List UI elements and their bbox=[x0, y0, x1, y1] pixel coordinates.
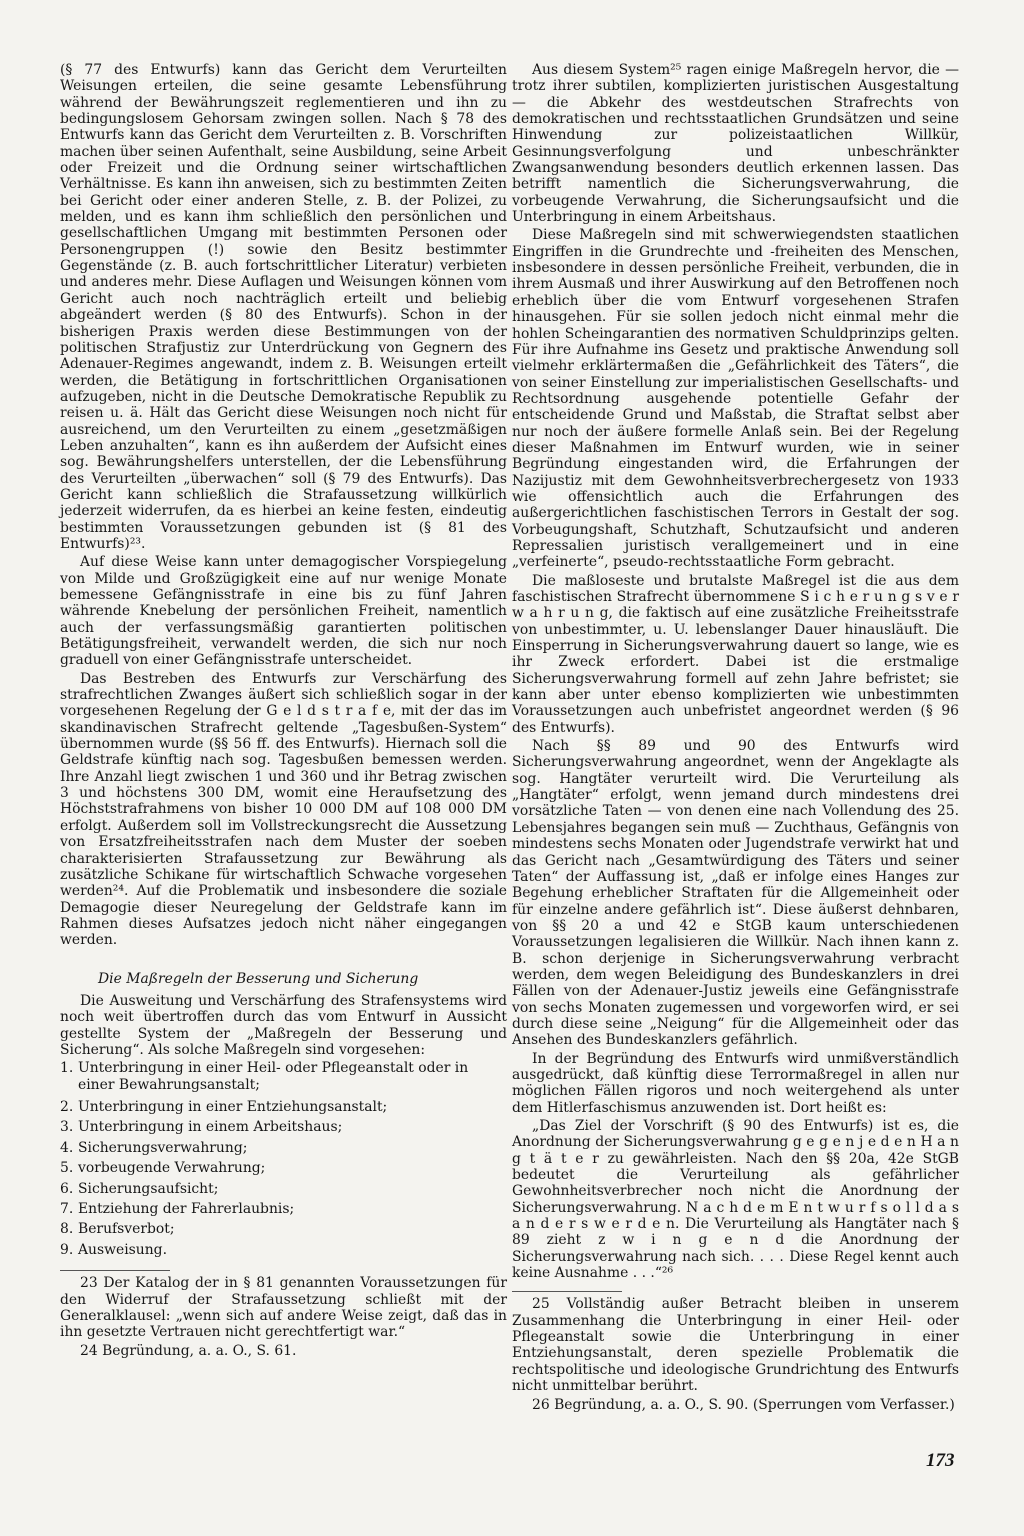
block-quote: „Das Ziel der Vorschrift (§ 90 des Entwurfs) ist es, die Anordnung der Sicherungsverwahrung g e g e n j e d e n H a n g t ä t e r zu gewährleisten. Nach den §§ 20a, 42e StGB bedeutet die Verurteilung als gefährlicher Gewohnheitsverbrecher noch nicht die Anordnung der Sicherungsverwahrung. N a c h d e m E n t w u r f s o l l d a s a n d e r s w e r d e n. Die Verurteilung als Hangtäter nach § 89 zieht z w i n g e n d die Anordnung der Sicherungsverwahrung nach sich. . . . Diese Regel kennt auch keine Ausnahme . . .“²⁶ bbox=[512, 1118, 959, 1282]
page-number: 173 bbox=[926, 1450, 955, 1471]
paragraph: Die maßloseste und brutalste Maßregel ist die aus dem faschistischen Strafrecht übernommene S i c h e r u n g s v e r w a h r u n g, die faktisch auf eine zusätzliche Freiheitsstrafe von unbestimmter, u. U. lebenslanger Dauer hinausläuft. Die Einsperrung in Sicherungsverwahrung dauert so lange, wie es ihr Zweck erfordert. Dabei ist die erstmalige Sicherungsverwahrung formell auf zehn Jahre befristet; sie kann aber unter ebenso komplizierten wie unbestimmten Voraussetzungen auch unbefristet angeordnet werden (§ 96 des Entwurfs). bbox=[512, 572, 959, 736]
paragraph: Nach §§ 89 und 90 des Entwurfs wird Sicherungsverwahrung angeordnet, wenn der Angeklagte als sog. Hangtäter verurteilt wird. Die Verurteilung als „Hangtäter“ erfolgt, wenn jemand durch mindestens drei vorsätzliche Taten — von denen eine nach Vollendung des 25. Lebensjahres begangen sein muß — Zuchthaus, Gefängnis von mindestens sechs Monaten oder Jugendstrafe verwirkt hat und das Gericht nach „Gesamtwürdigung des Täters und seiner Taten“ der Auffassung ist, „daß er infolge eines Hanges zur Begehung erheblicher Straftaten für die Allgemeinheit oder für einzelne andere gefährlich ist“. Diese äußerst dehnbaren, von §§ 20 a und 42 e StGB kaum unterschiedenen Voraussetzungen legalisieren die Willkür. Nach ihnen kann z. B. schon derjenige in Sicherungsverwahrung verbracht werden, dem wegen Beleidigung des Bundeskanzlers in drei Fällen von der Adenauer-Justiz jeweils eine Gefängnisstrafe von sechs Monaten zugemessen und vorgeworfen wird, er sei durch diese seine „Neigung“ für die Allgemeinheit oder das Ansehen des Bundeskanzlers gefährlich. bbox=[512, 738, 959, 1049]
list-item bbox=[60, 1060, 507, 1093]
list-number: 2. bbox=[60, 1098, 74, 1115]
list-number: 6. bbox=[60, 1180, 74, 1197]
list-number: 7. bbox=[60, 1201, 74, 1217]
footnote: 23 Der Katalog der in § 81 genannten Voraussetzungen für den Widerruf der Strafaussetzung schließt mit der Generalklausel: „wenn sich auf andere Weise zeigt, daß das in ihn gesetzte Vertrauen nicht gerechtfertigt war.“ bbox=[60, 1275, 507, 1341]
list-text: Unterbringung in einer Heil- oder Pflegeanstalt oder in einer Bewahrungsanstalt; bbox=[78, 1060, 469, 1093]
footnote: 25 Vollständig außer Betracht bleiben in unserem Zusammenhang die Unterbringung in einer Heil- oder Pflegeanstalt sowie die Unterbringung in einer Entziehungsanstalt, deren spezielle Problematik die rechtspolitische und ideologische Grundrichtung des Entwurfs nicht unmittelbar berührt. bbox=[512, 1296, 959, 1395]
list-item bbox=[60, 1158, 507, 1178]
list-item bbox=[60, 1117, 507, 1137]
list-number: 9. bbox=[60, 1241, 74, 1258]
paragraph: Das Bestreben des Entwurfs zur Verschärfung des strafrechtlichen Zwanges äußert sich schließlich sogar in der vorgesehenen Regelung der G e l d s t r a f e, mit der das im skandinavischen Strafrecht geltende „Tagesbußen-System“ übernommen wurde (§§ 56 ff. des Entwurfs). Hiernach soll die Geldstrafe künftig nach sog. Tagesbußen bemessen werden. Ihre Anzahl liegt zwischen 1 und 360 und ihr Betrag zwischen 3 und höchstens 300 DM, womit eine Heraufsetzung des Höchststrafrahmens von bisher 10 000 DM auf 108 000 DM erfolgt. Außerdem soll im Vollstreckungsrecht die Aussetzung von Ersatzfreiheitsstrafen nach dem Muster der soeben charakterisierten Strafaussetzung zur Bewährung als zusätzliche Schikane für wirtschaftlich Schwache vorgesehen werden²⁴. Auf die Problematik und insbesondere die soziale Demagogie dieser Neuregelung der Geldstrafe kann im Rahmen dieses Aufsatzes jedoch nicht näher eingegangen werden. bbox=[60, 670, 507, 949]
list-text: vorbeugende Verwahrung; bbox=[78, 1160, 266, 1177]
list-text: Ausweisung. bbox=[78, 1241, 167, 1258]
list-item bbox=[60, 1097, 507, 1117]
paragraph: Diese Maßregeln sind mit schwerwiegendsten staatlichen Eingriffen in die Grundrechte und -freiheiten des Menschen, insbesondere in dessen persönliche Freiheit, verbunden, die in ihrem Ausmaß und ihrer Auswirkung auf den Betroffenen noch erheblich über die vom Entwurf vorgesehenen Strafen hinausgehen. Für sie sollen jedoch nicht einmal mehr die hohlen Scheingarantien des normativen Schuldprinzips gelten. Für ihre Aufnahme ins Gesetz und praktische Anwendung soll vielmehr erklärtermaßen die „Gefährlichkeit des Täters“, die von seiner Einstellung zur imperialistischen Gesellschafts- und Rechtsordnung ausgehende potentielle Gefahr der entscheidende Grund und Maßstab, die Straftat selbst aber nur noch der äußere formelle Anlaß sein. Bei der Regelung dieser Maßnahmen im Entwurf wurden, wie in seiner Begründung eingestanden wird, die Erfahrungen der Nazijustiz mit dem Gewohnheitsverbrechergesetz von 1933 wie offensichtlich auch die Erfahrungen des außergerichtlichen faschistischen Terrors in Gestalt der sog. Vorbeugungshaft, Schutzhaft, Schutzaufsicht und anderen Repressalien juristisch verallgemeinert und in eine „verfeinerte“, pseudo-rechtsstaatliche Form gebracht. bbox=[512, 227, 959, 571]
list-text: Unterbringung in einem Arbeitshaus; bbox=[78, 1119, 343, 1136]
list-number: 1. bbox=[60, 1060, 74, 1077]
list-text: Sicherungsverwahrung; bbox=[78, 1139, 248, 1156]
list-number: 4. bbox=[60, 1139, 74, 1156]
left-column bbox=[60, 62, 507, 1361]
list-item bbox=[60, 1199, 507, 1219]
list-text: Berufsverbot; bbox=[78, 1221, 175, 1238]
paragraph: (§ 77 des Entwurfs) kann das Gericht dem Verurteilten Weisungen erteilen, die seine gesamte Lebensführung während der Bewährungszeit reglementieren und ihn zu bedingungslosem Gehorsam zwingen sollen. Nach § 78 des Entwurfs kann das Gericht dem Verurteilten z. B. Vorschriften machen über seinen Aufenthalt, seine Ausbildung, seine Arbeit oder Freizeit und die Ordnung seiner wirtschaftlichen Verhältnisse. Es kann ihn anweisen, sich zu bestimmten Zeiten bei Gericht oder einer anderen Stelle, z. B. der Polizei, zu melden, und es kann ihm schließlich den persönlichen und gesellschaftlichen Umgang mit bestimmten Personen oder Personengruppen (!) sowie den Besitz bestimmter Gegenstände (z. B. auch fortschrittlicher Literatur) verbieten und anderes mehr. Diese Auflagen und Weisungen können vom Gericht auch noch nachträglich erteilt und beliebig abgeändert werden (§ 80 des Entwurfs). Schon in der bisherigen Praxis werden diese Bestimmungen von der politischen Strafjustiz zur Unterdrückung von Gegnern des Adenauer-Regimes angewandt, indem z. B. Weisungen erteilt werden, die Betätigung in fortschrittlichen Organisationen aufzugeben, nicht in die Deutsche Demokratische Republik zu reisen u. ä. Hält das Gericht diese Weisungen noch nicht für ausreichend, um den Verurteilten zu einem „gesetzmäßigen Leben anzuhalten“, kann es ihn außerdem der Aufsicht eines sog. Bewährungshelfers unterstellen, der die Lebensführung des Verurteilten „überwachen“ soll (§ 79 des Entwurfs). Das Gericht kann schließlich die Strafaussetzung willkürlich jederzeit widerrufen, da es hierbei an keine festen, eindeutig bestimmten Voraussetzungen gebunden ist (§ 81 des Entwurfs)²³. bbox=[60, 62, 507, 552]
right-column bbox=[512, 62, 959, 1415]
list-number: 3. bbox=[60, 1119, 74, 1136]
list-number: 8. bbox=[60, 1221, 74, 1238]
paragraph: Aus diesem System²⁵ ragen einige Maßregeln hervor, die — trotz ihrer subtilen, komplizierten juristischen Ausgestaltung — die Abkehr des westdeutschen Strafrechts von demokratischen und rechtsstaatlichen Grundsätzen und seine Hinwendung zur polizeistaatlichen Willkür, Gesinnungsverfolgung und unbeschränkter Zwangsanwendung besonders deutlich erkennen lassen. Das betrifft namentlich die Sicherungsverwahrung, die vorbeugende Verwahrung, die Sicherungsaufsicht und die Unterbringung in einem Arbeitshaus. bbox=[512, 62, 959, 226]
footnote: 26 Begründung, a. a. O., S. 90. (Sperrungen vom Verfasser.) bbox=[532, 1396, 955, 1413]
list-text: Sicherungsaufsicht; bbox=[78, 1180, 219, 1197]
list-text: Entziehung der Fahrerlaubnis; bbox=[78, 1201, 295, 1217]
list-text: Unterbringung in einer Entziehungsanstalt; bbox=[78, 1098, 388, 1115]
list-item bbox=[60, 1219, 507, 1239]
list-item bbox=[60, 1179, 507, 1199]
list-number: 5. bbox=[60, 1160, 74, 1177]
list-item bbox=[60, 1240, 507, 1260]
paragraph: In der Begründung des Entwurfs wird unmißverständlich ausgedrückt, daß künftig diese Terrormaßregel in allen nur möglichen Fällen rigoros und noch weitergehend als unter dem Hitlerfaschismus anzuwenden ist. Dort heißt es: bbox=[512, 1050, 959, 1116]
footnote-divider bbox=[60, 1270, 170, 1271]
footnote: 24 Begründung, a. a. O., S. 61. bbox=[80, 1342, 297, 1359]
section-heading: Die Maßregeln der Besserung und Sicherung bbox=[98, 970, 419, 987]
paragraph: Auf diese Weise kann unter demagogischer Vorspiegelung von Milde und Großzügigkeit eine auf nur wenige Monate bemessene Gefängnisstrafe in eine bis zu fünf Jahren währende Knebelung der persönlichen Freiheit, namentlich auch der verfassungsmäßig garantierten politischen Betätigungsfreiheit, verwandelt werden, die sich nur noch graduell von einer Gefängnisstrafe unterscheidet. bbox=[60, 554, 507, 669]
list-item bbox=[60, 1138, 507, 1158]
footnote-divider bbox=[512, 1291, 622, 1292]
paragraph: Die Ausweitung und Verschärfung des Strafensystems wird noch weit übertroffen durch das vom Entwurf in Aussicht gestellte System der „Maßregeln der Besserung und Sicherung“. Als solche Maßregeln sind vorgesehen: bbox=[60, 992, 507, 1058]
measures-list bbox=[60, 1060, 507, 1260]
